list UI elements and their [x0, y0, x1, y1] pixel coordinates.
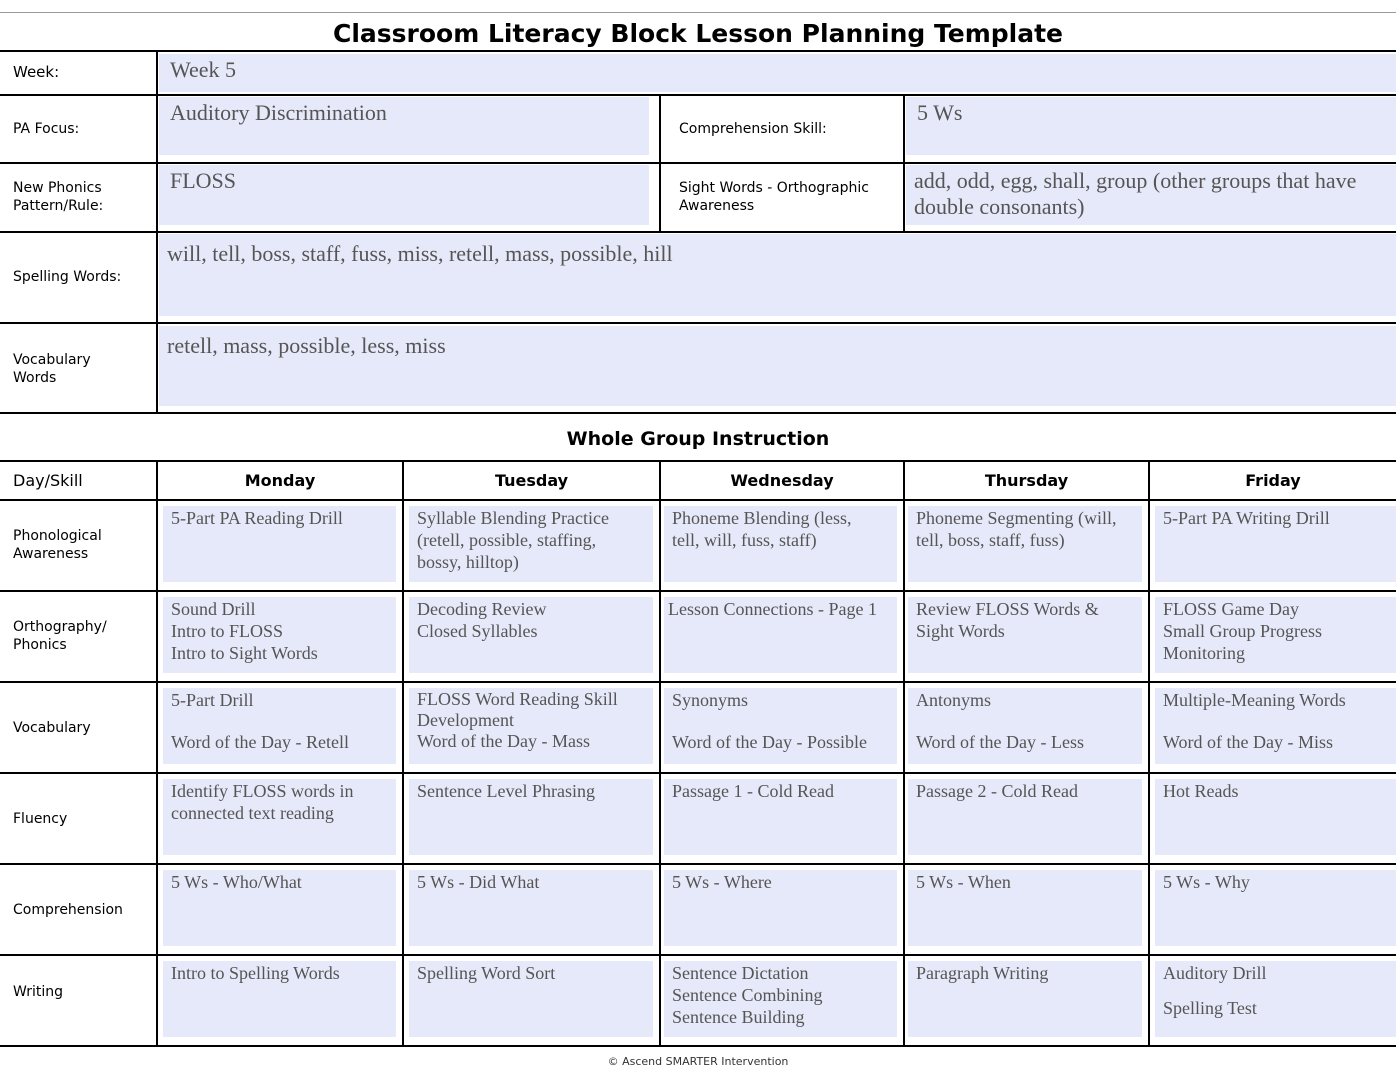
day-header-thursday: Thursday	[984, 471, 1069, 490]
comprehension-skill-field[interactable]: 5 Ws	[906, 97, 1396, 155]
pa-focus-label: PA Focus:	[13, 121, 80, 137]
rule	[0, 94, 1396, 96]
lesson-cell[interactable]: Synonyms Word of the Day - Possible	[664, 688, 897, 764]
lesson-cell[interactable]: Decoding Review Closed Syllables	[409, 597, 653, 673]
comprehension-skill-label: Comprehension Skill:	[679, 121, 827, 137]
day-header-monday: Monday	[244, 471, 316, 490]
page-title: Classroom Literacy Block Lesson Planning Template	[333, 19, 1063, 48]
lesson-cell[interactable]: Review FLOSS Words & Sight Words	[908, 597, 1142, 673]
rule	[0, 322, 1396, 324]
skill-label-comprehension: Comprehension	[13, 902, 123, 918]
lesson-cell[interactable]: Sound Drill Intro to FLOSS Intro to Sight Words	[163, 597, 396, 673]
lesson-cell[interactable]: Intro to Spelling Words	[163, 961, 396, 1037]
spelling-words-label: Spelling Words:	[13, 269, 122, 285]
rule	[0, 863, 1396, 865]
lesson-cell[interactable]: Auditory Drill Spelling Test	[1155, 961, 1396, 1037]
skill-label-orthography-phonics: Orthography/ Phonics	[13, 619, 107, 653]
skill-label-vocabulary: Vocabulary	[13, 720, 91, 736]
rule	[156, 460, 158, 1047]
lesson-cell[interactable]: 5 Ws - Did What	[409, 870, 653, 946]
lesson-cell[interactable]: Lesson Connections - Page 1	[664, 597, 897, 673]
rule	[402, 460, 404, 1047]
sight-words-label: Sight Words - Orthographic Awareness	[679, 180, 869, 214]
rule	[0, 499, 1396, 501]
copyright-footer: © Ascend SMARTER Intervention	[607, 1055, 789, 1068]
day-header-tuesday: Tuesday	[494, 471, 569, 490]
lesson-cell[interactable]: Antonyms Word of the Day - Less	[908, 688, 1142, 764]
rule	[0, 681, 1396, 683]
rule	[0, 412, 1396, 414]
rule	[659, 94, 661, 233]
lesson-cell[interactable]: Passage 1 - Cold Read	[664, 779, 897, 855]
lesson-cell[interactable]: Paragraph Writing	[908, 961, 1142, 1037]
day-header-friday: Friday	[1245, 471, 1301, 490]
lesson-cell[interactable]: 5-Part Drill Word of the Day - Retell	[163, 688, 396, 764]
rule	[659, 460, 661, 1047]
rule	[0, 162, 1396, 164]
lesson-cell[interactable]: Hot Reads	[1155, 779, 1396, 855]
lesson-cell[interactable]: Syllable Blending Practice (retell, possible, staffing, bossy, hilltop)	[409, 506, 653, 582]
lesson-cell[interactable]: 5 Ws - When	[908, 870, 1142, 946]
rule	[0, 772, 1396, 774]
pa-focus-field[interactable]: Auditory Discrimination	[159, 97, 649, 155]
week-label: Week:	[13, 63, 60, 81]
section-title: Whole Group Instruction	[566, 428, 830, 450]
lesson-cell[interactable]: 5-Part PA Reading Drill	[163, 506, 396, 582]
rule	[0, 460, 1396, 462]
rule	[1148, 460, 1150, 1047]
lesson-cell[interactable]: FLOSS Game Day Small Group Progress Monitoring	[1155, 597, 1396, 673]
rule	[903, 94, 905, 233]
lesson-cell[interactable]: 5-Part PA Writing Drill	[1155, 506, 1396, 582]
rule	[0, 50, 1396, 52]
rule	[0, 231, 1396, 233]
lesson-cell[interactable]: FLOSS Word Reading Skill Development Word of the Day - Mass	[409, 688, 653, 764]
lesson-cell[interactable]: Multiple-Meaning Words Word of the Day - Miss	[1155, 688, 1396, 764]
new-phonics-label: New Phonics Pattern/Rule:	[13, 180, 104, 214]
vocabulary-words-field[interactable]: retell, mass, possible, less, miss	[159, 326, 1396, 406]
lesson-cell[interactable]: 5 Ws - Who/What	[163, 870, 396, 946]
lesson-cell[interactable]: Sentence Level Phrasing	[409, 779, 653, 855]
lesson-cell[interactable]: 5 Ws - Where	[664, 870, 897, 946]
top-rule	[0, 12, 1396, 13]
rule	[0, 954, 1396, 956]
lesson-cell[interactable]: 5 Ws - Why	[1155, 870, 1396, 946]
lesson-cell[interactable]: Passage 2 - Cold Read	[908, 779, 1142, 855]
skill-label-fluency: Fluency	[13, 811, 68, 827]
day-header-wednesday: Wednesday	[730, 471, 834, 490]
new-phonics-field[interactable]: FLOSS	[159, 165, 649, 225]
skill-label-writing: Writing	[13, 984, 63, 1000]
grid-corner-label: Day/Skill	[13, 471, 83, 490]
week-field[interactable]: Week 5	[159, 54, 1396, 92]
lesson-cell[interactable]: Spelling Word Sort	[409, 961, 653, 1037]
rule	[903, 460, 905, 1047]
skill-label-phonological-awareness: Phonological Awareness	[13, 528, 102, 562]
rule	[0, 590, 1396, 592]
sight-words-field[interactable]: add, odd, egg, shall, group (other groups that have double consonants)	[906, 165, 1396, 225]
lesson-cell[interactable]: Phoneme Blending (less, tell, will, fuss, staff)	[664, 506, 897, 582]
rule	[0, 1045, 1396, 1047]
lesson-cell[interactable]: Phoneme Segmenting (will, tell, boss, staff, fuss)	[908, 506, 1142, 582]
lesson-cell[interactable]: Identify FLOSS words in connected text reading	[163, 779, 396, 855]
rule	[156, 50, 158, 414]
vocabulary-words-label: Vocabulary Words	[13, 352, 91, 386]
lesson-cell[interactable]: Sentence Dictation Sentence Combining Sentence Building	[664, 961, 897, 1037]
spelling-words-field[interactable]: will, tell, boss, staff, fuss, miss, retell, mass, possible, hill	[159, 234, 1396, 316]
